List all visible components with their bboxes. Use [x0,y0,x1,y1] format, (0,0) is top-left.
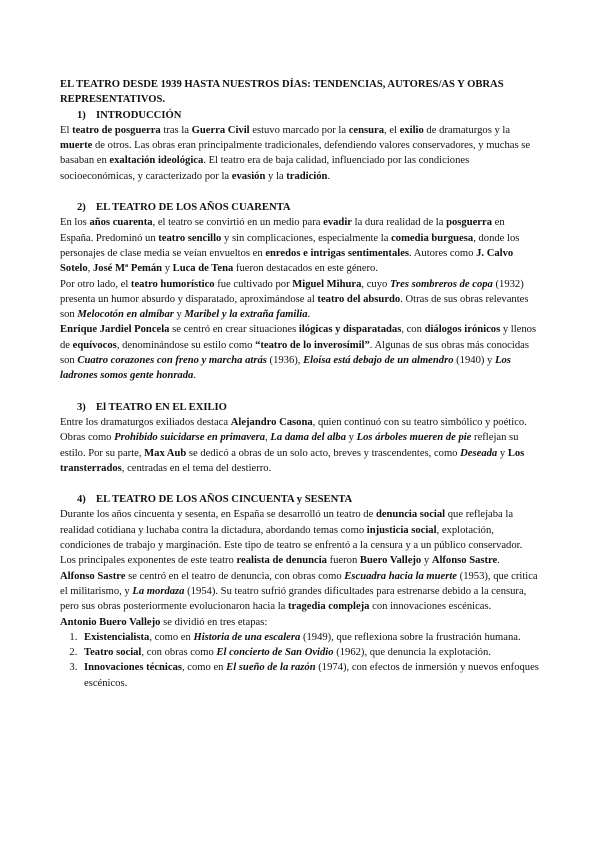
paragraph: Antonio Buero Vallejo se dividió en tres etapas: [60,616,268,628]
section-title: EL TEATRO DE LOS AÑOS CINCUENTA y SESENTA [96,494,353,506]
paragraph: Entre los dramaturgos exiliados destaca Alejandro Casona, quien continuó con su teatro simbólico y poético. Obras como Prohibido suicidarse en primavera, La dama del alba y Los árboles mueren de pie reflejan su estilo. Por su parte, Max Aub se dedicó a obras de un solo acto, breves y trascendentes, como Deseada y Los transterrados, centradas en el tema del destierro. [60,416,527,474]
section-heading-cincuenta-sesenta [60,492,540,507]
paragraph: Por otro lado, el teatro humorístico fue cultivado por Miguel Mihura, cuyo Tres sombreros de copa (1932) presenta un humor absurdo y disparatado, aproximándose al teatro del absurdo. Otras de sus obras relevantes son Melocotón en almíbar y Maribel y la extraña familia. [60,278,529,321]
paragraph: El teatro de posguerra tras la Guerra Civil estuvo marcado por la censura, el exilio de dramaturgos y la muerte de otros. Las obras eran principalmente tradicionales, defendiendo valores conservadores, y muchas se basaban en exaltación ideológica. El teatro era de baja calidad, influenciado por las condiciones socioeconómicas, y caracterizado por la evasión y la tradición. [60,124,531,182]
section-title: El TEATRO EN EL EXILIO [96,401,227,413]
section-number: 2) [77,202,86,214]
section-number: 4) [77,494,86,506]
section-heading-introduccion [60,108,540,123]
document-page [60,77,540,691]
paragraph: Enrique Jardiel Poncela se centró en crear situaciones ilógicas y disparatadas, con diálogos irónicos y llenos de equívocos, denominándose su estilo como “teatro de lo inverosímil”. Algunas de sus obras más conocidas son Cuatro corazones con freno y marcha atrás (1936), Eloísa está debajo de un almendro (1940) y Los ladrones somos gente honrada. [60,324,537,382]
section-heading-anos-cuarenta [60,200,540,215]
paragraph: En los años cuarenta, el teatro se convirtió en un medio para evadir la dura realidad de la posguerra en España. Predominó un teatro sencillo y sin complicaciones, especialmente la comedia burguesa, donde los personajes de clase media se veían envueltos en enredos e intrigas sentimentales. Autores como J. Calvo Sotelo, José Mª Pemán y Luca de Tena fueron destacados en este género. [60,217,520,275]
list-item: 3. Innovaciones técnicas, como en El sueño de la razón (1974), con efectos de inmersión y nuevos enfoques escénicos. [80,660,540,691]
paragraph: Alfonso Sastre se centró en el teatro de denuncia, con obras como Escuadra hacia la muerte (1953), que critica el militarismo, y La mordaza (1954). Su teatro sufrió grandes dificultades para estrenarse debido a la censura, pero sus obras posteriormente evolucionaron hacia la tragedia compleja con innovaciones escénicas. [60,570,538,613]
section-title: EL TEATRO DE LOS AÑOS CUARENTA [96,202,291,214]
section-number: 3) [77,401,86,413]
section-title: INTRODUCCIÓN [96,109,182,121]
paragraph: Durante los años cincuenta y sesenta, en España se desarrolló un teatro de denuncia social que reflejaba la realidad cotidiana y luchaba contra la dictadura, abordando temas como injusticia social, explotación, condiciones de trabajo y marginación. Este tipo de teatro se enfrentó a la censura y a un público conservador. Los principales exponentes de este teatro realista de denuncia fueron Buero Vallejo y Alfonso Sastre. [60,509,523,567]
list-item: 2. Teatro social, con obras como El concierto de San Ovidio (1962), que denuncia la explotación. [80,645,540,660]
list-item: 1. Existencialista, como en Historia de una escalera (1949), que reflexiona sobre la frustración humana. [80,630,540,645]
stages-list [60,630,540,691]
document-title: EL TEATRO DESDE 1939 HASTA NUESTROS DÍAS: TENDENCIAS, AUTORES/AS Y OBRAS REPRESENTATIVOS. [60,79,504,106]
section-number: 1) [77,109,86,121]
section-heading-exilio [60,400,540,415]
